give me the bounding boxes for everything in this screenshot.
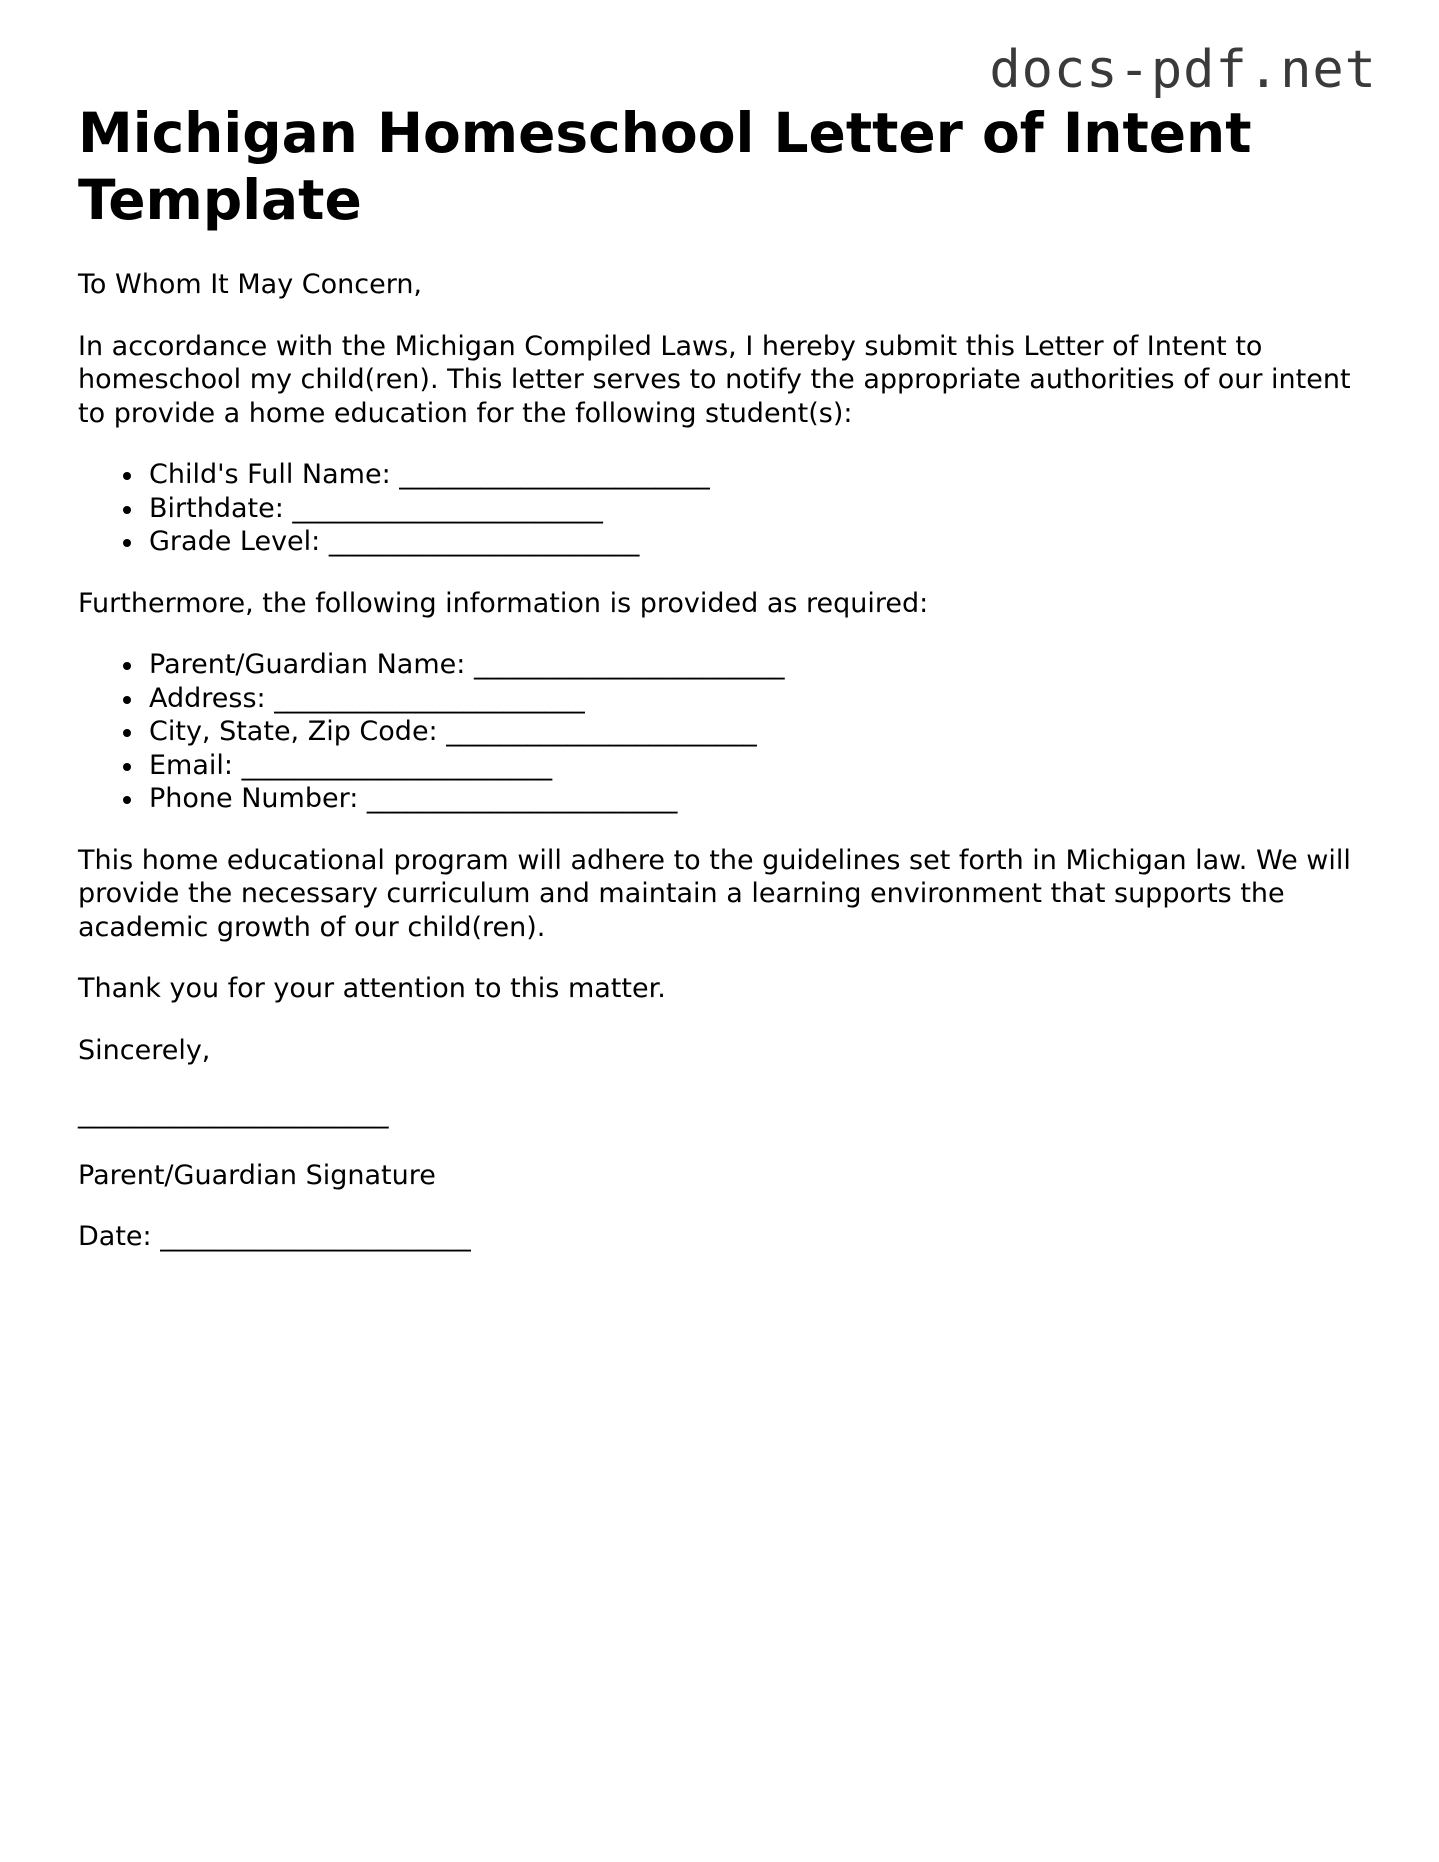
closing: Sincerely,: [78, 1034, 211, 1066]
watermark: docs-pdf.net: [989, 40, 1377, 100]
page-title: Michigan Homeschool Letter of Intent Template: [78, 101, 1252, 232]
field-address: Address: _______________________: [149, 682, 1368, 716]
letter-document: [78, 100, 1368, 1254]
field-childs-full-name: Child's Full Name: _______________________: [149, 458, 1368, 492]
signature-line: _______________________: [78, 1098, 389, 1129]
field-email: Email: _______________________: [149, 749, 1368, 783]
field-city-state-zip: City, State, Zip Code: _______________________: [149, 715, 1368, 749]
student-fields-list: [78, 458, 1368, 559]
greeting: To Whom It May Concern,: [78, 269, 423, 300]
intro-paragraph: In accordance with the Michigan Compiled Laws, I hereby submit this Letter of Intent to homeschool my child(ren). This letter serves to notify the appropriate authorities of our intent to provide a home education for the following student(s):: [78, 330, 1351, 429]
field-birthdate: Birthdate: _______________________: [149, 492, 1368, 526]
parent-fields-list: [78, 648, 1368, 816]
signature-label: Parent/Guardian Signature: [78, 1159, 436, 1191]
thanks-paragraph: Thank you for your attention to this matter.: [78, 973, 666, 1004]
field-phone-number: Phone Number: _______________________: [149, 782, 1368, 816]
furthermore-paragraph: Furthermore, the following information is provided as required:: [78, 587, 929, 619]
program-paragraph: This home educational program will adhere to the guidelines set forth in Michigan law. We will provide the necessary curriculum and maintain a learning environment that supports the academic growth of our child(ren).: [78, 844, 1351, 943]
field-parent-guardian-name: Parent/Guardian Name: _______________________: [149, 648, 1368, 682]
date-line: Date: _______________________: [78, 1221, 471, 1252]
field-grade-level: Grade Level: _______________________: [149, 525, 1368, 559]
